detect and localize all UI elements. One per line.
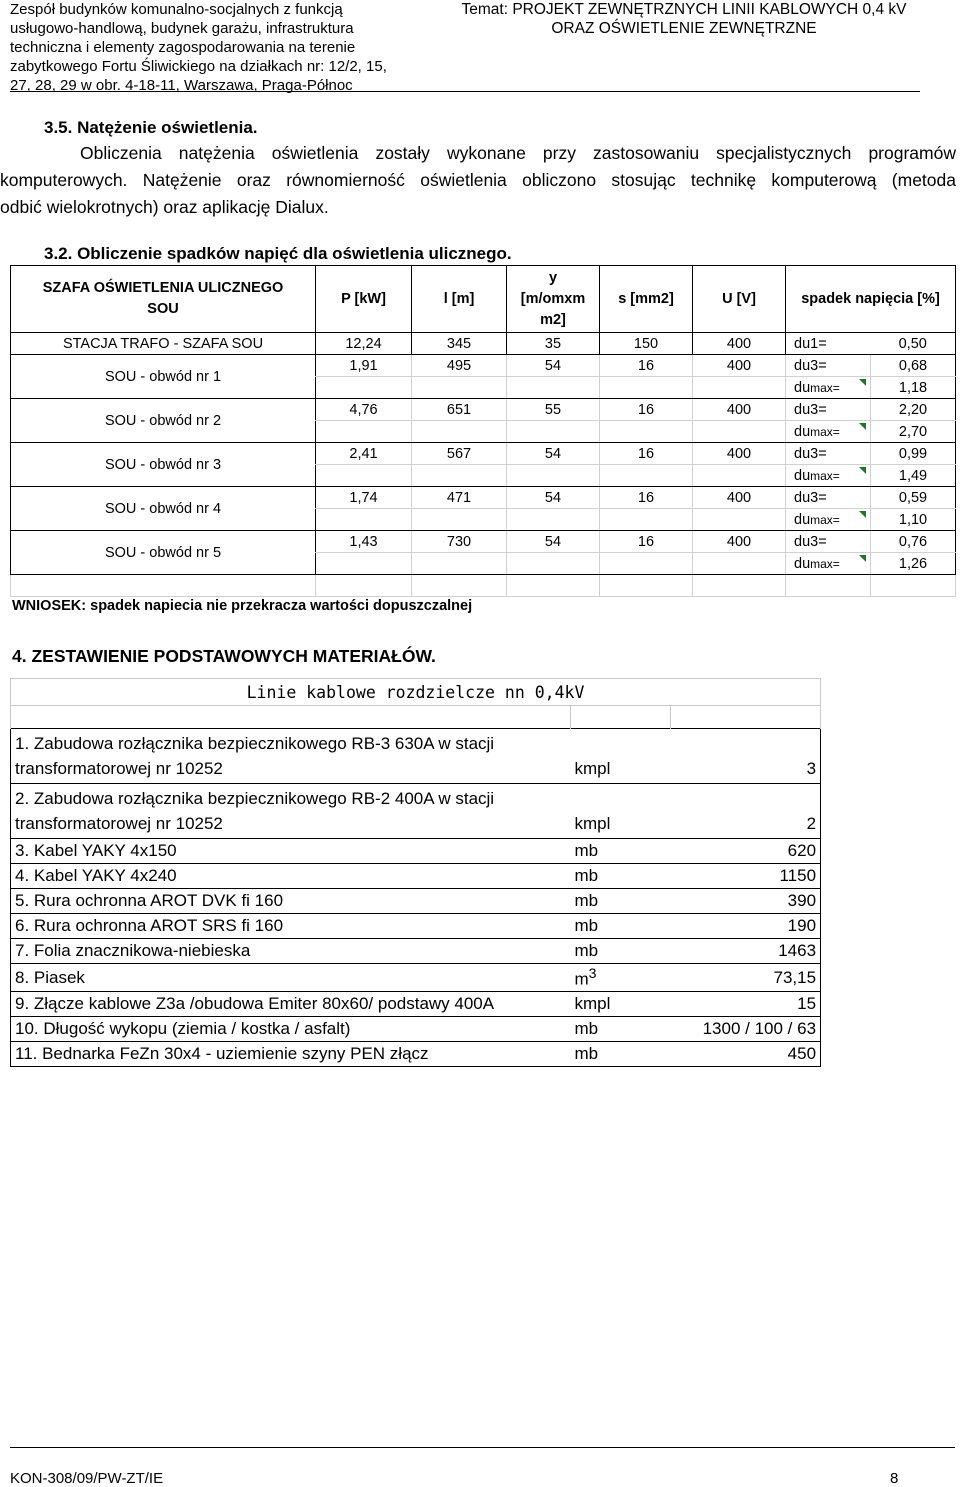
header-right-line: Temat: PROJEKT ZEWNĘTRZNYCH LINII KABLOWYCH 0,4 kV xyxy=(461,1,907,18)
material-desc: 3. Kabel YAKY 4x150 xyxy=(11,839,571,864)
header-cross-section: s [mm2] xyxy=(600,266,693,333)
cell-cross-section: 16 xyxy=(600,487,693,509)
header-left-line: zabytkowego Fortu Śliwickiego na działkach nr: 12/2, 15, xyxy=(10,58,387,75)
row-name: SOU - obwód nr 3 xyxy=(11,443,316,487)
header-left-line: Zespół budynków komunalno-socjalnych z funkcją xyxy=(10,1,343,18)
material-desc: 11. Bednarka FeZn 30x4 - uziemienie szyny PEN złącz xyxy=(11,1042,571,1067)
cell-du3-value: 0,76 xyxy=(871,531,956,553)
material-unit: mb xyxy=(571,914,671,939)
cell-conductivity: 54 xyxy=(507,443,600,465)
cell-conductivity: 54 xyxy=(507,487,600,509)
table-row-circuit-5 xyxy=(11,531,956,553)
paragraph-line: komputerowych. Natężenie oraz równomierność oświetlenia obliczono stosując technikę komputerową (metoda xyxy=(0,170,956,190)
header-topic xyxy=(444,0,924,38)
material-unit: mb xyxy=(571,839,671,864)
cell-du-value: 0,50 xyxy=(871,333,956,355)
cell-length: 651 xyxy=(412,399,507,421)
cell-du3-label: du3= xyxy=(786,355,871,377)
table-header-row xyxy=(11,266,956,333)
materials-row xyxy=(11,839,821,864)
cell-du-label: du1= xyxy=(786,333,871,355)
dumax-suffix: max= xyxy=(810,556,840,571)
material-desc-line: transformatorowej nr 10252 xyxy=(15,814,223,833)
dumax-suffix: max= xyxy=(810,468,840,483)
cell-cross-section: 16 xyxy=(600,399,693,421)
materials-gap-row xyxy=(11,706,821,729)
cell-dumax-value: 2,70 xyxy=(871,421,956,443)
cell-length: 567 xyxy=(412,443,507,465)
header-conductivity-line: y xyxy=(548,269,558,286)
header-left-line: 27, 28, 29 w obr. 4-18-11, Warszawa, Praga-Północ xyxy=(10,77,353,94)
table-row-circuit-1 xyxy=(11,355,956,377)
material-unit: mb xyxy=(571,889,671,914)
cell-cross-section: 150 xyxy=(600,333,693,355)
dumax-suffix: max= xyxy=(810,424,840,439)
materials-row xyxy=(11,939,821,964)
cell-cross-section: 16 xyxy=(600,355,693,377)
cell-du3-value: 0,68 xyxy=(871,355,956,377)
materials-row xyxy=(11,1042,821,1067)
material-desc xyxy=(11,729,571,784)
cell-dumax-label xyxy=(786,509,871,531)
table-row-trafo xyxy=(11,333,956,355)
section-title-3-2: 3.2. Obliczenie spadków napięć dla oświetlenia ulicznego. xyxy=(44,244,512,263)
cell-du3-value: 0,59 xyxy=(871,487,956,509)
cell-dumax-label xyxy=(786,465,871,487)
cell-dumax-value: 1,10 xyxy=(871,509,956,531)
dumax-prefix: du xyxy=(794,379,811,396)
row-name: SOU - obwód nr 4 xyxy=(11,487,316,531)
comment-marker-icon xyxy=(859,423,866,430)
cell-length: 471 xyxy=(412,487,507,509)
dumax-prefix: du xyxy=(794,423,811,440)
material-unit: mb xyxy=(571,1017,671,1042)
material-unit: kmpl xyxy=(571,992,671,1017)
material-unit: kmpl xyxy=(571,729,671,784)
material-unit: mb xyxy=(571,864,671,889)
header-voltage-drop: spadek napięcia [%] xyxy=(786,266,956,333)
cell-du3-value: 2,20 xyxy=(871,399,956,421)
dumax-prefix: du xyxy=(794,467,811,484)
cell-power: 1,43 xyxy=(316,531,412,553)
cell-power: 4,76 xyxy=(316,399,412,421)
material-desc: 9. Złącze kablowe Z3a /obudowa Emiter 80x60/ podstawy 400A xyxy=(11,992,571,1017)
table-row-circuit-4 xyxy=(11,487,956,509)
cell-du3-label: du3= xyxy=(786,399,871,421)
cell-power: 12,24 xyxy=(316,333,412,355)
cell-voltage: 400 xyxy=(693,531,786,553)
material-qty: 73,15 xyxy=(671,964,821,992)
material-desc: 10. Długość wykopu (ziemia / kostka / asfalt) xyxy=(11,1017,571,1042)
material-qty: 3 xyxy=(671,729,821,784)
header-cabinet-line: SOU xyxy=(147,301,179,317)
comment-marker-icon xyxy=(859,379,866,386)
materials-table-title: Linie kablowe rozdzielcze nn 0,4kV xyxy=(11,679,821,706)
material-qty: 15 xyxy=(671,992,821,1017)
material-qty: 1150 xyxy=(671,864,821,889)
materials-row xyxy=(11,864,821,889)
cell-du3-value: 0,99 xyxy=(871,443,956,465)
header-conductivity-line: [m/omxm xyxy=(520,290,586,307)
cell-voltage: 400 xyxy=(693,333,786,355)
section-title-4: 4. ZESTAWIENIE PODSTAWOWYCH MATERIAŁÓW. xyxy=(12,646,436,666)
cell-dumax-value: 1,26 xyxy=(871,553,956,575)
material-desc-line: transformatorowej nr 10252 xyxy=(15,759,223,778)
cell-dumax-label xyxy=(786,553,871,575)
material-desc: 8. Piasek xyxy=(11,964,571,992)
header-length: l [m] xyxy=(412,266,507,333)
materials-row xyxy=(11,889,821,914)
cell-du3-label: du3= xyxy=(786,487,871,509)
materials-title-row xyxy=(11,679,821,706)
cell-length: 730 xyxy=(412,531,507,553)
header-divider xyxy=(10,91,920,92)
cell-cross-section: 16 xyxy=(600,531,693,553)
voltage-drop-table xyxy=(10,265,956,597)
cell-power: 1,74 xyxy=(316,487,412,509)
material-qty: 190 xyxy=(671,914,821,939)
section-title-3-5: 3.5. Natężenie oświetlenia. xyxy=(44,118,258,137)
cell-conductivity: 54 xyxy=(507,531,600,553)
cell-power: 1,91 xyxy=(316,355,412,377)
cell-length: 495 xyxy=(412,355,507,377)
row-name: SOU - obwód nr 2 xyxy=(11,399,316,443)
comment-marker-icon xyxy=(859,511,866,518)
paragraph-line: Obliczenia natężenia oświetlenia zostały wykonane przy zastosowaniu specjalistycznych programów xyxy=(80,143,956,163)
material-desc: 5. Rura ochronna AROT DVK fi 160 xyxy=(11,889,571,914)
unit-base: m xyxy=(574,969,589,989)
material-unit: mb xyxy=(571,939,671,964)
cell-voltage: 400 xyxy=(693,487,786,509)
materials-row xyxy=(11,914,821,939)
header-left-line: techniczna i elementy zagospodarowania na terenie xyxy=(10,39,356,56)
header-conductivity-line: m2] xyxy=(540,311,566,328)
comment-marker-icon xyxy=(859,555,866,562)
dumax-suffix: max= xyxy=(810,380,840,395)
material-desc-line: 1. Zabudowa rozłącznika bezpiecznikowego RB-3 630A w stacji xyxy=(15,734,495,753)
material-qty: 450 xyxy=(671,1042,821,1067)
material-desc: 4. Kabel YAKY 4x240 xyxy=(11,864,571,889)
section-paragraph xyxy=(0,140,956,221)
materials-row xyxy=(11,964,821,992)
cell-du3-label: du3= xyxy=(786,531,871,553)
material-qty: 1300 / 100 / 63 xyxy=(671,1017,821,1042)
material-desc: 7. Folia znacznikowa-niebieska xyxy=(11,939,571,964)
conclusion-text: WNIOSEK: spadek napiecia nie przekracza wartości dopuszczalnej xyxy=(12,598,473,614)
cell-dumax-value: 1,49 xyxy=(871,465,956,487)
cell-conductivity: 55 xyxy=(507,399,600,421)
cell-voltage: 400 xyxy=(693,355,786,377)
row-name: SOU - obwód nr 1 xyxy=(11,355,316,399)
materials-table xyxy=(10,678,821,1067)
material-qty: 620 xyxy=(671,839,821,864)
row-name: STACJA TRAFO - SZAFA SOU xyxy=(11,333,316,355)
material-qty: 390 xyxy=(671,889,821,914)
footer-divider xyxy=(10,1447,955,1448)
material-unit: kmpl xyxy=(571,784,671,839)
cell-cross-section: 16 xyxy=(600,443,693,465)
material-desc xyxy=(11,784,571,839)
materials-row xyxy=(11,729,821,784)
header-voltage: U [V] xyxy=(693,266,786,333)
material-qty: 1463 xyxy=(671,939,821,964)
material-unit xyxy=(571,964,671,992)
cell-voltage: 400 xyxy=(693,443,786,465)
dumax-suffix: max= xyxy=(810,512,840,527)
footer-page-number: 8 xyxy=(890,1470,899,1487)
cell-dumax-value: 1,18 xyxy=(871,377,956,399)
materials-row xyxy=(11,784,821,839)
paragraph-line: odbić wielokrotnych) oraz aplikację Dialux. xyxy=(0,197,329,217)
cell-conductivity: 54 xyxy=(507,355,600,377)
header-conductivity xyxy=(507,266,600,333)
table-spacer-row xyxy=(11,575,956,597)
cell-power: 2,41 xyxy=(316,443,412,465)
table-row-circuit-2 xyxy=(11,399,956,421)
materials-row xyxy=(11,992,821,1017)
cell-dumax-label xyxy=(786,377,871,399)
comment-marker-icon xyxy=(859,467,866,474)
header-cabinet xyxy=(11,266,316,333)
dumax-prefix: du xyxy=(794,511,811,528)
unit-exponent: 3 xyxy=(588,965,597,982)
material-desc: 6. Rura ochronna AROT SRS fi 160 xyxy=(11,914,571,939)
header-power: P [kW] xyxy=(316,266,412,333)
material-desc-line: 2. Zabudowa rozłącznika bezpiecznikowego RB-2 400A w stacji xyxy=(15,789,495,808)
cell-conductivity: 35 xyxy=(507,333,600,355)
header-cabinet-line: SZAFA OŚWIETLENIA ULICZNEGO xyxy=(42,280,284,296)
table-row-circuit-3 xyxy=(11,443,956,465)
cell-du3-label: du3= xyxy=(786,443,871,465)
cell-voltage: 400 xyxy=(693,399,786,421)
row-name: SOU - obwód nr 5 xyxy=(11,531,316,575)
dumax-prefix: du xyxy=(794,555,811,572)
material-qty: 2 xyxy=(671,784,821,839)
cell-length: 345 xyxy=(412,333,507,355)
footer-document-code: KON-308/09/PW-ZT/IE xyxy=(10,1470,164,1487)
header-right-line: ORAZ OŚWIETLENIE ZEWNĘTRZNE xyxy=(551,20,817,37)
header-left-line: usługowo-handlową, budynek garażu, infrastruktura xyxy=(10,20,354,37)
materials-row xyxy=(11,1017,821,1042)
cell-dumax-label xyxy=(786,421,871,443)
header-project-description xyxy=(10,0,430,95)
material-unit: mb xyxy=(571,1042,671,1067)
